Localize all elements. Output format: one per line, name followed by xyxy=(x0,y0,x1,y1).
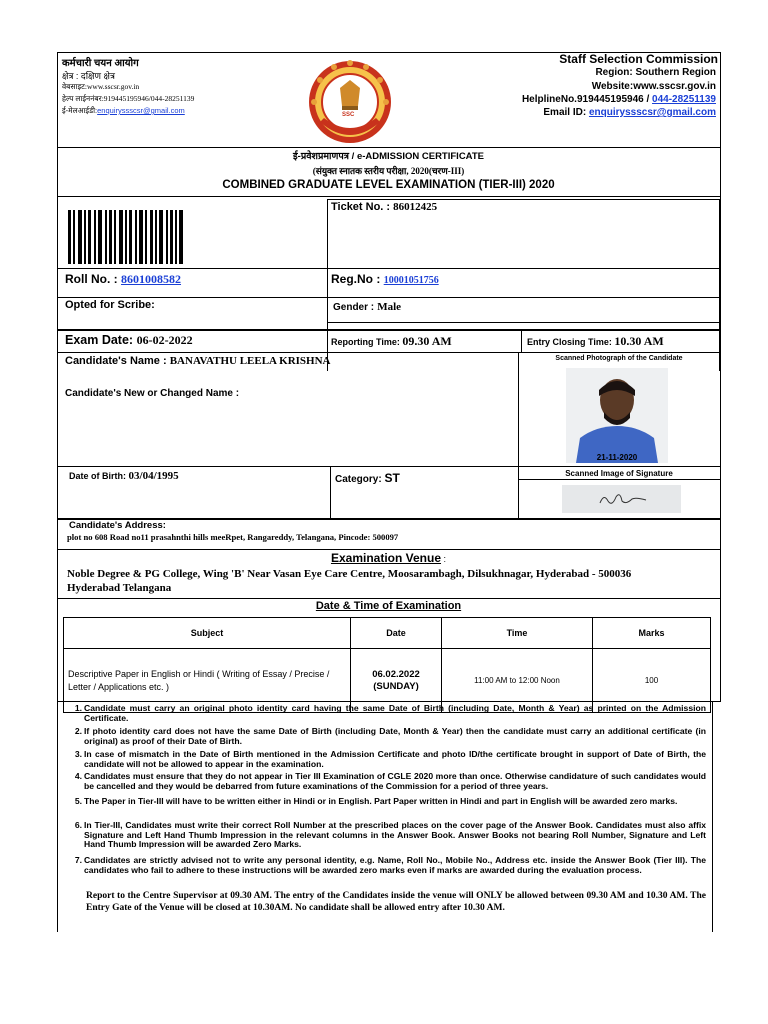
signature-label-line xyxy=(518,479,720,480)
ticket-number: 86012425 xyxy=(393,201,438,213)
barcode xyxy=(68,210,186,264)
gender-row xyxy=(333,301,401,313)
roll-label: Roll No. : xyxy=(65,272,118,286)
reg-number[interactable]: 10001051756 xyxy=(383,275,439,286)
instruction-item: 2. If photo identity card does not have the same Date of Birth (including Date, Month & Year) then the candidate must carry an additional certificate (in original) as proof of their Date of Birth. xyxy=(74,726,706,746)
certificate-title: ई-प्रवेशप्रमाणपत्र / e-ADMISSION CERTIFICATE xyxy=(293,151,484,162)
closing-left-line xyxy=(521,330,522,352)
email-label: Email ID: xyxy=(543,107,589,118)
exam-date-label: Exam Date: xyxy=(65,333,134,347)
time-value: 11:00 AM to 12:00 Noon xyxy=(474,676,560,685)
hindi-website: वेबसाइट:www.sscsr.gov.in xyxy=(62,82,140,91)
venue-line-2: Hyderabad Telangana xyxy=(67,582,172,594)
ticket-row xyxy=(331,201,437,213)
instruction-item: 4. Candidates must ensure that they do not appear in Tier III Examination of CGLE 2020 more than once. Otherwise candidature of such candidates would be cancelled and they would be debarred from future examinations of the Commission for a period of three years. xyxy=(74,771,706,791)
email-link[interactable]: enquiryssscsr@gmail.com xyxy=(588,107,716,118)
column-date: Date xyxy=(351,618,442,649)
reporting-row xyxy=(331,334,452,349)
exam-date-row xyxy=(65,333,193,348)
venue-heading-row xyxy=(57,551,720,565)
helpline-row xyxy=(522,94,716,105)
name-top-line xyxy=(57,352,720,353)
category-left-line xyxy=(330,466,331,518)
hindi-email-link[interactable]: enquiryssscsr@gmail.com xyxy=(97,106,185,115)
hindi-org-name: कर्मचारी चयन आयोग xyxy=(62,58,139,69)
hindi-helpline: हेल्प लाईननंबर:919445195946/044-28251139 xyxy=(62,94,195,103)
schedule-top-line xyxy=(57,598,720,599)
footer-note: Report to the Centre Supervisor at 09.30 AM. The entry of the Candidates inside the venue will ONLY be allowed between 09.30 AM and 10.30 AM. The Entry Gate of the Venue will be closed at 10.30AM. No candidate shall be allowed entry after 10.30 AM. xyxy=(86,891,706,913)
hindi-email-label: ई-मेलआईडी: xyxy=(62,106,98,115)
column-time: Time xyxy=(442,618,593,649)
candidate-photo xyxy=(566,368,668,463)
venue-line-1: Noble Degree & PG College, Wing 'B' Near Vasan Eye Care Centre, Moosarambagh, Dilsukhnagar, Hyderabad - 500036 xyxy=(67,568,632,580)
photo-label: Scanned Photograph of the Candidate xyxy=(555,355,683,362)
exam-title: COMBINED GRADUATE LEVEL EXAMINATION (TIER-III) 2020 xyxy=(222,179,555,191)
column-subject: Subject xyxy=(64,618,351,649)
gender-value: Male xyxy=(377,301,402,313)
ticket-top-line xyxy=(327,199,719,200)
candidate-name: BANAVATHU LEELA KRISHNA xyxy=(169,355,331,367)
certificate-subtitle: (संयुक्त स्नातक स्तरीय परीक्षा, 2020(चरण-III) xyxy=(312,166,465,176)
website: Website:www.sscsr.gov.in xyxy=(591,81,716,92)
dob-row xyxy=(69,470,179,482)
dob-label: Date of Birth: xyxy=(69,471,126,481)
closing-label: Entry Closing Time: xyxy=(527,337,612,347)
candidate-photo-image xyxy=(566,368,668,463)
schedule-header-row xyxy=(64,618,711,649)
candidate-name-label: Candidate's Name : xyxy=(65,355,167,367)
region: Region: Southern Region xyxy=(595,67,716,78)
new-name-label: Candidate's New or Changed Name : xyxy=(65,388,240,399)
dob-value: 03/04/1995 xyxy=(128,470,179,482)
frame-right-line xyxy=(720,52,721,702)
header-bottom-line xyxy=(57,147,720,148)
hindi-region: क्षेत्र : दक्षिण क्षेत्र xyxy=(62,71,115,81)
dob-top-line xyxy=(57,466,720,467)
date-value: 06.02.2022 xyxy=(372,668,420,680)
ticket-right-line xyxy=(719,199,720,371)
venue-heading: Examination Venue xyxy=(330,551,442,565)
hindi-email-row xyxy=(62,106,185,116)
logo-text: SSC xyxy=(342,112,355,118)
marks-value: 100 xyxy=(644,676,659,685)
category-value: ST xyxy=(384,471,400,485)
email-row xyxy=(543,107,716,118)
scribe-label: Opted for Scribe: xyxy=(65,299,155,311)
helpline-label: HelplineNo.919445195946 / xyxy=(521,94,653,105)
instructions-right-line xyxy=(712,701,713,932)
category-label: Category: xyxy=(335,474,382,485)
org-name: Staff Selection Commission xyxy=(559,52,718,66)
closing-time: 10.30 AM xyxy=(614,334,664,348)
photo-left-line xyxy=(518,352,519,518)
ticket-left-line xyxy=(327,199,328,371)
helpline-link[interactable]: 044-28251139 xyxy=(652,94,716,105)
gender-label: Gender : xyxy=(333,302,375,313)
reporting-time: 09.30 AM xyxy=(402,334,452,348)
photo-date: 21-11-2020 xyxy=(596,453,638,462)
closing-row xyxy=(527,334,664,349)
candidate-name-row xyxy=(65,355,331,367)
address-label: Candidate's Address: xyxy=(69,520,166,531)
title-bottom-line xyxy=(57,196,720,197)
instruction-item: 5. The Paper in Tier-III will have to be written either in Hindi or in English. Part Paper written in Hindi and part in English will be awarded zero marks. xyxy=(74,796,678,806)
ticket-label: Ticket No. : xyxy=(331,201,391,213)
column-marks: Marks xyxy=(593,618,711,649)
schedule-heading: Date & Time of Examination xyxy=(315,600,462,612)
venue-colon: : xyxy=(441,554,447,564)
instruction-item: 1. Candidate must carry an original photo identity card having the same Date of Birth (including Date, Month & Year) as printed on the Admission Certificate. xyxy=(74,703,706,723)
day-value: (SUNDAY) xyxy=(373,680,419,692)
signature-icon xyxy=(562,485,681,513)
exam-date-value: 06-02-2022 xyxy=(136,333,193,347)
instructions-top-line xyxy=(57,701,720,702)
reporting-label: Reporting Time: xyxy=(331,337,400,347)
roll-top-line xyxy=(57,268,720,269)
signature-image xyxy=(562,485,681,513)
roll-number[interactable]: 8601008582 xyxy=(121,272,182,286)
exam-date-top-line xyxy=(57,329,720,331)
instruction-item: 6. In Tier-III, Candidates must write their correct Roll Number at the prescribed places on the cover page of the Answer Book. Candidates must also affix Signature and Left Hand Thumb Impression in the relevant columns in the Answer Book. Answer Books not bearing Roll Number, Signature and Left Hand Thumb Impression will be awarded Zero Marks. xyxy=(74,820,706,850)
reg-label: Reg.No : xyxy=(331,272,381,286)
address-value: plot no 608 Road no11 prasahnthi hills meeRpet, Rangareddy, Telangana, Pincode: 500097 xyxy=(67,532,399,542)
ssc-emblem-icon xyxy=(306,58,394,146)
instruction-item: 3. In case of mismatch in the Date of Birth mentioned in the Admission Certificate and photo ID/the certificate brought in support of Date of Birth, the candidate will not be allowed to appear in the examination. xyxy=(74,749,706,769)
roll-row xyxy=(65,272,181,287)
instruction-item: 7. Candidates are strictly advised not to write any personal identity, e.g. Name, Roll No., Mobile No., Address etc. inside the Answer Book (Tier III). The candidates who fail to adhere to these instructions will be awarded zero marks even if marks are awarded during the evaluation process. xyxy=(74,855,706,875)
scribe-top-line xyxy=(57,297,720,298)
gender-bottom-line xyxy=(327,322,720,323)
category-row xyxy=(335,471,400,485)
reg-row xyxy=(331,272,439,286)
schedule-table xyxy=(63,617,711,713)
venue-top-line xyxy=(57,549,720,550)
signature-label: Scanned Image of Signature xyxy=(565,469,673,478)
subject-value: Descriptive Paper in English or Hindi ( Writing of Essay / Precise / Letter / Applications etc. ) xyxy=(68,668,330,692)
ssc-logo xyxy=(306,58,394,146)
